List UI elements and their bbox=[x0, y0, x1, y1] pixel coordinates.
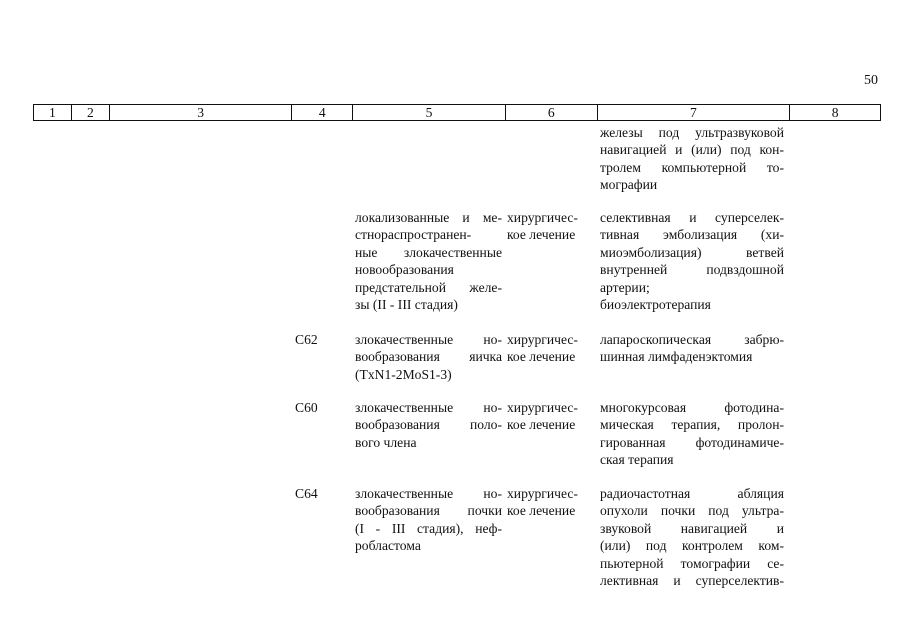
icd-code: C64 bbox=[295, 486, 318, 501]
treatment-method-line: внутренней подвздошной bbox=[600, 262, 784, 278]
treatment-method-cell bbox=[600, 399, 784, 469]
treatment-type-line: кое лечение bbox=[507, 227, 576, 243]
diagnosis-cell bbox=[355, 399, 502, 451]
treatment-method-line: навигацией и (или) под кон- bbox=[600, 142, 784, 158]
treatment-method-line: мографии bbox=[600, 177, 658, 193]
header-col-8: 8 bbox=[831, 105, 839, 120]
diagnosis-line: злокачественные но- bbox=[355, 332, 502, 347]
treatment-method-line: биоэлектротерапия bbox=[600, 296, 711, 312]
treatment-method-line: лапароскопическая забрю- bbox=[600, 332, 784, 347]
header-col-2: 2 bbox=[72, 105, 110, 120]
header-col-6: 6 bbox=[506, 105, 598, 120]
treatment-method-line: тивная эмболизация (хи- bbox=[600, 227, 784, 243]
treatment-type-cell bbox=[507, 209, 589, 244]
treatment-method-line: звуковой навигацией и bbox=[600, 520, 784, 536]
header-col-5: 5 bbox=[353, 105, 506, 120]
diagnosis-line: вого члена bbox=[355, 434, 417, 450]
treatment-type-cell bbox=[507, 485, 589, 520]
treatment-method-line: мическая терапия, пролон- bbox=[600, 417, 784, 433]
treatment-method-line: пьютерной томографии се- bbox=[600, 555, 784, 571]
diagnosis-line: вообразования почки bbox=[355, 503, 502, 519]
treatment-type-line: кое лечение bbox=[507, 417, 576, 433]
treatment-method-line: многокурсовая фотодина- bbox=[600, 400, 784, 415]
diagnosis-line: новообразования bbox=[355, 262, 454, 278]
treatment-type-line: кое лечение bbox=[507, 349, 576, 365]
diagnosis-line: вообразования поло- bbox=[355, 417, 502, 433]
header-col-4: 4 bbox=[292, 105, 353, 120]
treatment-method-line: миоэмболизация) ветвей bbox=[600, 244, 784, 260]
diagnosis-line: предстательной желе- bbox=[355, 279, 502, 295]
treatment-method-line: (или) под контролем ком- bbox=[600, 538, 784, 554]
treatment-method-cell bbox=[600, 124, 784, 194]
treatment-method-line: гированная фотодинамиче- bbox=[600, 434, 784, 450]
treatment-method-cell bbox=[600, 331, 784, 366]
diagnosis-line: робластома bbox=[355, 538, 421, 554]
diagnosis-line: вообразования яичка bbox=[355, 349, 502, 365]
treatment-method-line: железы под ультразвуковой bbox=[600, 125, 784, 140]
diagnosis-cell bbox=[355, 209, 502, 313]
treatment-method-line: шинная лимфаденэктомия bbox=[600, 349, 753, 365]
treatment-type-cell bbox=[507, 331, 589, 366]
header-col-3: 3 bbox=[110, 105, 293, 120]
treatment-method-line: ская терапия bbox=[600, 452, 674, 468]
diagnosis-line: (TxN1-2MoS1-3) bbox=[355, 366, 452, 382]
treatment-method-cell bbox=[600, 209, 784, 313]
diagnosis-line: злокачественные но- bbox=[355, 486, 502, 501]
treatment-method-line: радиочастотная абляция bbox=[600, 486, 784, 501]
treatment-method-cell bbox=[600, 485, 784, 589]
treatment-type-line: хирургичес- bbox=[507, 400, 578, 415]
treatment-method-line: опухоли почки под ультра- bbox=[600, 503, 784, 519]
treatment-method-line: лективная и суперселектив- bbox=[600, 572, 784, 588]
table-header-row bbox=[33, 104, 881, 121]
diagnosis-line: ные злокачественные bbox=[355, 244, 502, 260]
diagnosis-cell bbox=[355, 485, 502, 555]
diagnosis-line: локализованные и ме- bbox=[355, 210, 502, 225]
diagnosis-line: злокачественные но- bbox=[355, 400, 502, 415]
treatment-type-line: кое лечение bbox=[507, 503, 576, 519]
page-number: 50 bbox=[864, 73, 878, 88]
treatment-type-line: хирургичес- bbox=[507, 210, 578, 225]
treatment-type-line: хирургичес- bbox=[507, 332, 578, 347]
treatment-type-line: хирургичес- bbox=[507, 486, 578, 501]
treatment-type-cell bbox=[507, 399, 589, 434]
header-col-1: 1 bbox=[34, 105, 72, 120]
icd-code: C62 bbox=[295, 332, 318, 347]
diagnosis-cell bbox=[355, 331, 502, 383]
treatment-method-line: артерии; bbox=[600, 279, 650, 295]
icd-code: C60 bbox=[295, 400, 318, 415]
treatment-method-line: селективная и суперселек- bbox=[600, 210, 784, 225]
treatment-method-line: тролем компьютерной то- bbox=[600, 159, 784, 175]
diagnosis-line: стнораспространен- bbox=[355, 227, 472, 243]
header-col-7: 7 bbox=[598, 105, 791, 120]
diagnosis-line: зы (II - III стадия) bbox=[355, 296, 458, 312]
diagnosis-line: (I - III стадия), неф- bbox=[355, 520, 502, 536]
